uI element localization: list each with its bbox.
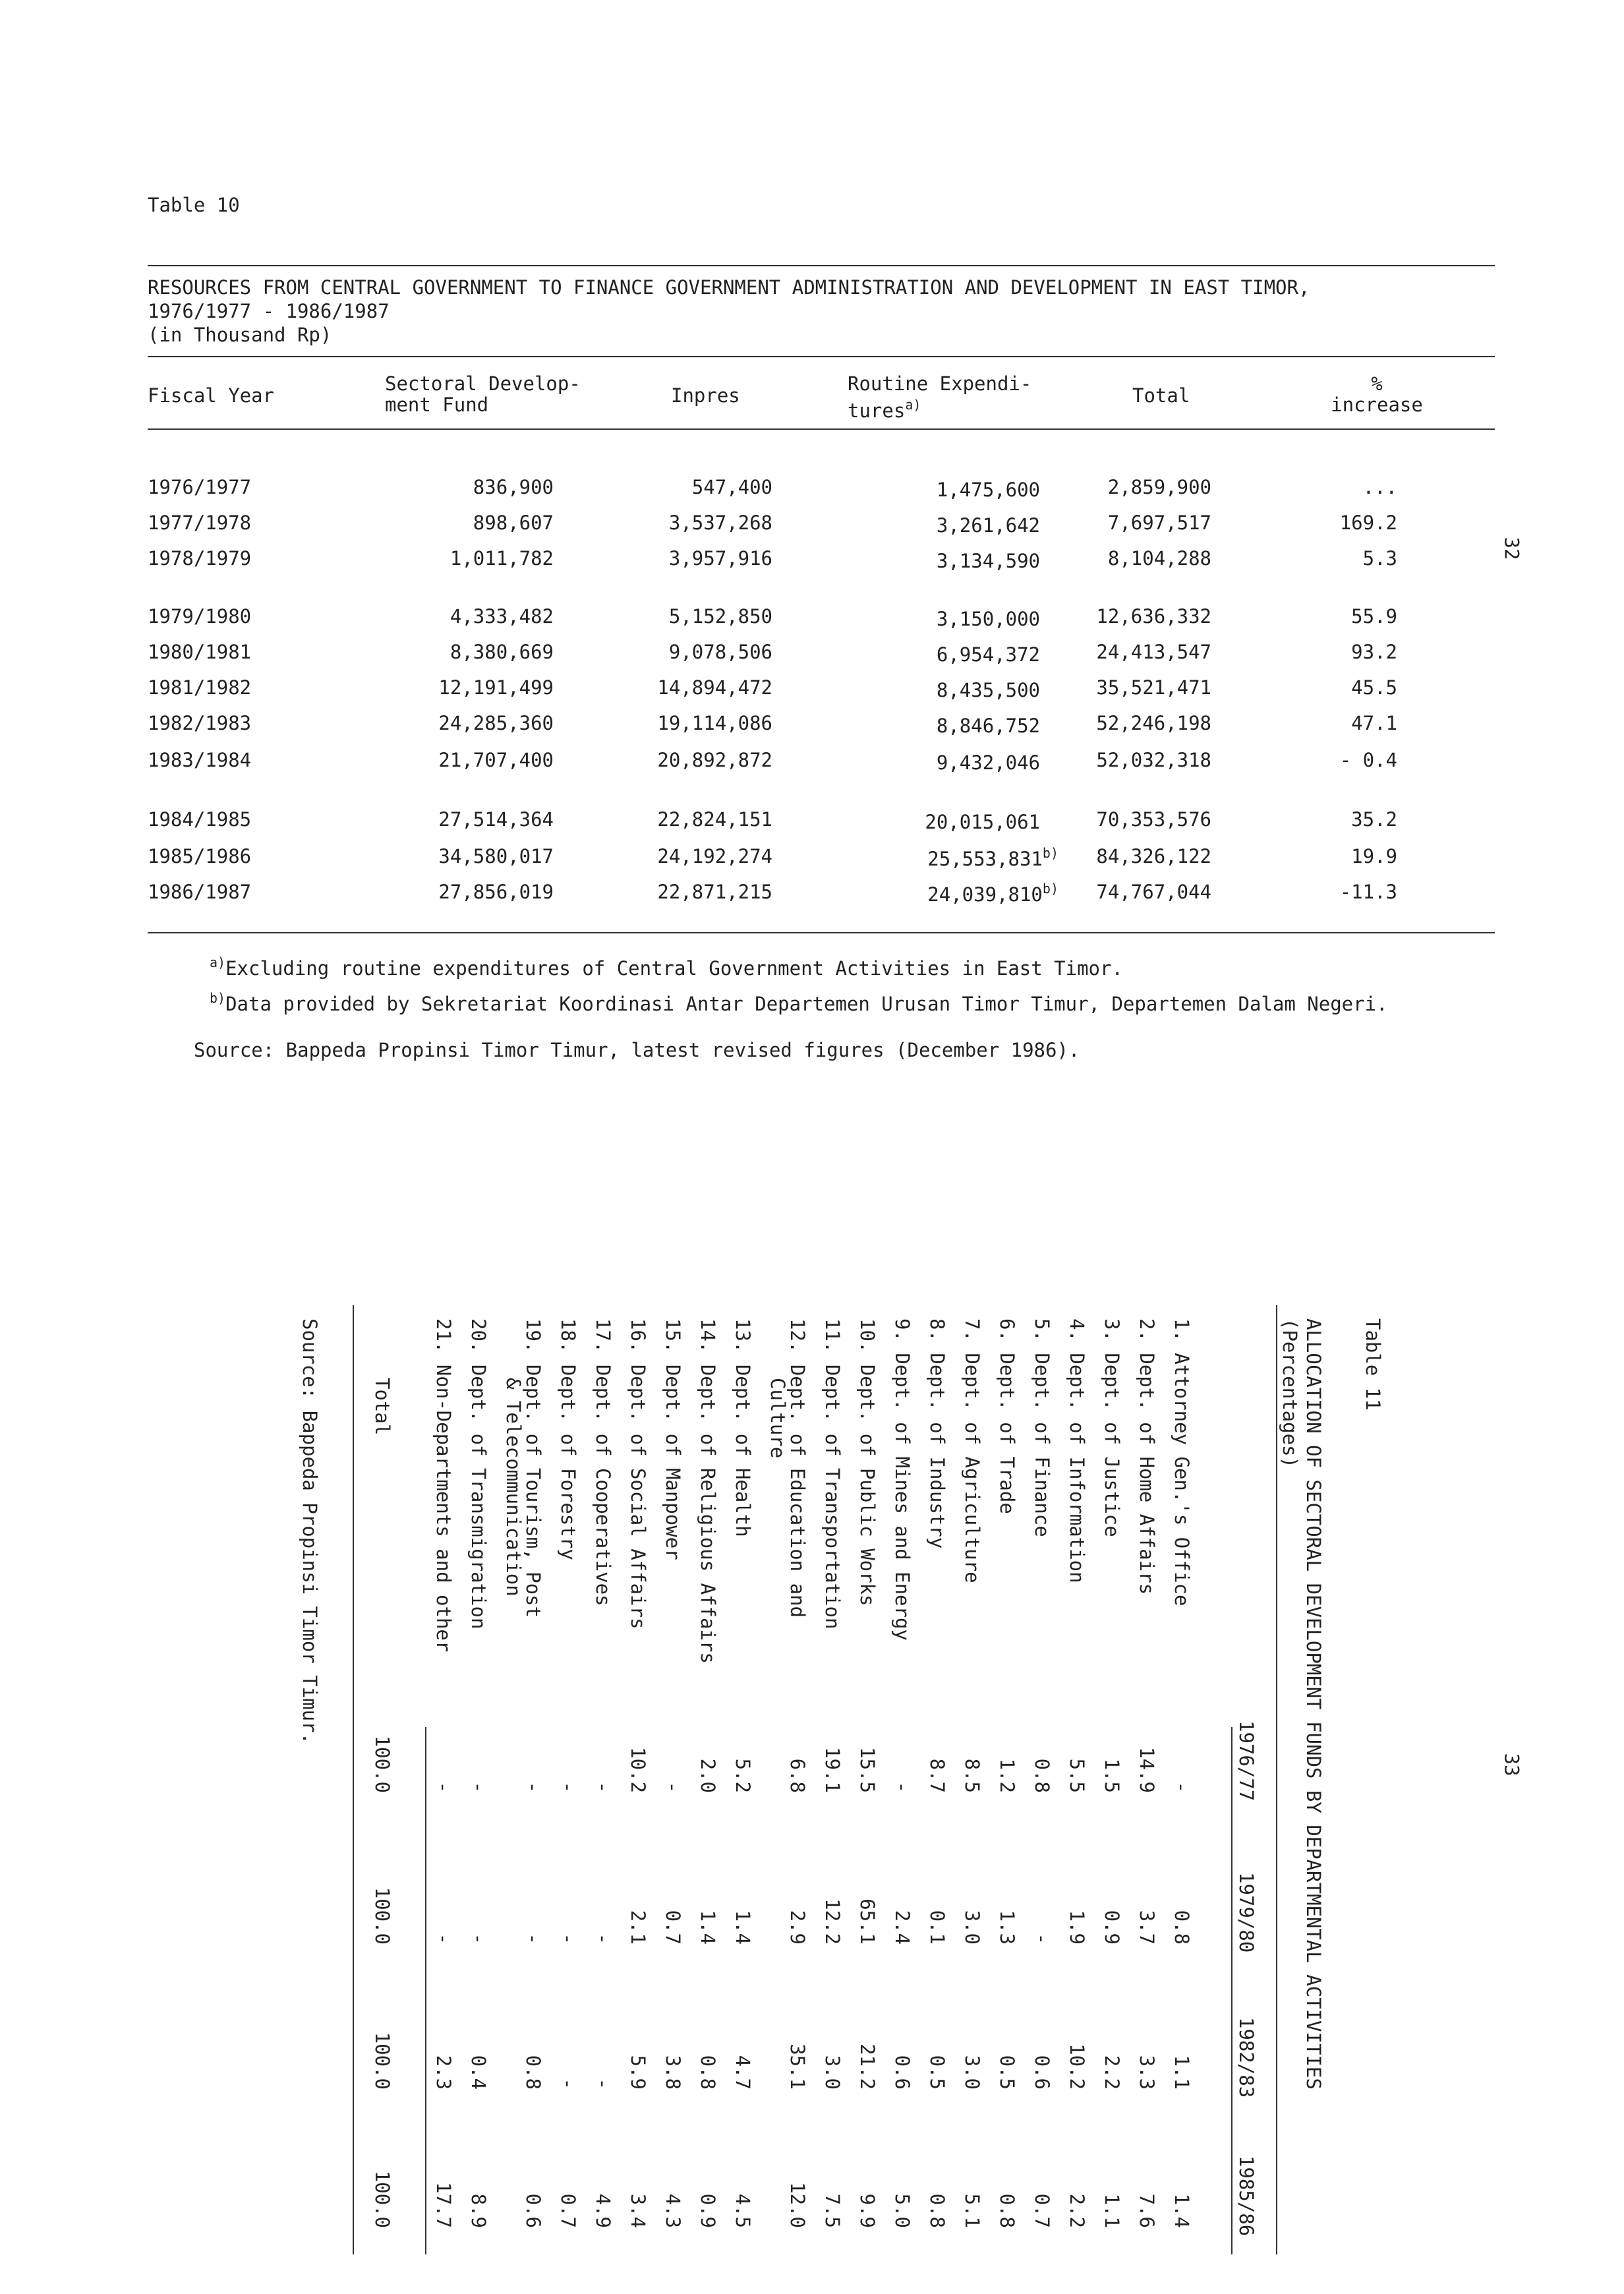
table11-row-value: 12.0 (786, 2182, 809, 2228)
table10-inpres-value: 5,152,850 (668, 605, 772, 628)
table11-row-name: 16. Dept. of Social Affairs (627, 1318, 649, 1630)
table10-routine-value: 20,015,061 (925, 811, 1040, 833)
table11-row-name: 9. Dept. of Mines and Energy (891, 1318, 914, 1641)
table11-row-value: 35.1 (786, 2044, 809, 2090)
table10-sectoral-value: 1,011,782 (450, 547, 554, 570)
table11-row-value: 2.9 (786, 1910, 809, 1945)
table10-year-value: 1977/1978 (148, 512, 252, 534)
table10-cell-total (1096, 881, 1211, 903)
table11-row-value: 0.9 (697, 2193, 719, 2228)
col-sectoral-line2: ment Fund (385, 394, 489, 416)
table10-cell-sectoral (438, 808, 554, 831)
table11-row-name: 5. Dept. of Finance (1031, 1318, 1053, 1537)
table11-row-name: 7. Dept. of Agriculture (961, 1318, 983, 1583)
col-routine (848, 373, 1031, 421)
table11-total-rule (425, 1727, 426, 2254)
table10-cell-routine (937, 676, 1040, 701)
table10-cell-pct (1340, 749, 1397, 771)
table10-sectoral-value: 27,856,019 (438, 881, 554, 903)
table11-row-value: 3.0 (961, 1910, 983, 1945)
table10-cell-pct (1363, 547, 1397, 570)
table10-inpres-value: 22,871,215 (657, 881, 772, 903)
table10-routine-value: 25,553,831 (927, 848, 1043, 870)
table11-row-name: 13. Dept. of Health (732, 1318, 754, 1537)
table10-year-value: 1986/1987 (148, 881, 252, 903)
table10-source: Source: Bappeda Propinsi Timor Timur, latest revised figures (December 1986). (194, 1039, 1080, 1061)
table10-pct-value: 55.9 (1351, 605, 1397, 628)
table10-cell-inpres (657, 808, 772, 831)
table11-row-value: 4.3 (662, 2193, 684, 2228)
col-routine-sup: a) (905, 397, 921, 413)
table11-year-header: 1985/86 (1235, 2156, 1258, 2237)
table10-total-value: 8,104,288 (1107, 547, 1211, 570)
table11-row-value: - (557, 2078, 579, 2090)
table10-sectoral-value: 836,900 (473, 476, 554, 498)
table11-row-value: 8.7 (926, 1758, 948, 1793)
table10-total-value: 52,246,198 (1096, 712, 1211, 734)
table10-title-line1: RESOURCES FROM CENTRAL GOVERNMENT TO FINANCE GOVERNMENT ADMINISTRATION AND DEVELOPMENT IN EAST TIMOR, (148, 276, 1310, 299)
table10-total-value: 74,767,044 (1096, 881, 1211, 903)
table10-pct-value: 19.9 (1351, 845, 1397, 868)
page-number-33: 33 (1500, 1753, 1523, 1777)
col-inpres: Inpres (671, 384, 740, 407)
table10-year-value: 1983/1984 (148, 749, 252, 771)
table11-row-value: - (662, 1781, 684, 1793)
footnote-a (210, 955, 1123, 980)
table10-cell-year (148, 605, 251, 628)
table10-cell-sectoral (438, 881, 554, 903)
table11-row-value: - (1031, 1933, 1053, 1945)
table11-row-name: 15. Dept. of Manpower (662, 1318, 684, 1560)
table11-total-value: 100.0 (371, 2032, 393, 2090)
table10-title-line3: (in Thousand Rp) (148, 324, 332, 346)
table10-pct-value: 45.5 (1351, 676, 1397, 699)
table10-routine-value: 6,954,372 (936, 643, 1040, 666)
table10-sectoral-value: 8,380,669 (450, 641, 554, 663)
table10-cell-year (148, 808, 251, 831)
table11-row-value: 1.1 (1101, 2193, 1123, 2228)
table10-bottom-rule (148, 932, 1495, 933)
table11-row-name: 17. Dept. of Cooperatives (592, 1318, 614, 1606)
table10-inpres-value: 9,078,506 (668, 641, 772, 663)
table10-total-value: 35,521,471 (1096, 676, 1211, 699)
table10-cell-year (148, 676, 251, 699)
table10-cell-routine (927, 845, 1058, 870)
table11-row-value: 1.1 (1171, 2055, 1193, 2090)
table11-row-value: - (592, 1781, 614, 1793)
table10-pct-value: ... (1362, 476, 1397, 498)
table10-cell-routine (937, 712, 1040, 737)
table11-row-value: 0.5 (996, 2055, 1018, 2090)
table10-top-rule (148, 265, 1495, 266)
table10-cell-total (1096, 845, 1211, 868)
table10-cell-sectoral (438, 676, 554, 699)
table10-cell-sectoral (438, 749, 554, 771)
table10-cell-total (1096, 712, 1211, 734)
table10-cell-total (1096, 641, 1211, 663)
table11-row-value: 0.5 (926, 2055, 948, 2090)
table11-row-name: 10. Dept. of Public Works (856, 1318, 879, 1606)
table10-inpres-value: 22,824,151 (657, 808, 772, 831)
table11-row-name: 18. Dept. of Forestry (557, 1318, 579, 1560)
table10-cell-sectoral (473, 476, 554, 498)
col-pct-increase (1321, 373, 1433, 415)
table10-cell-inpres (657, 881, 772, 903)
table10-cell-routine (937, 512, 1040, 537)
col-total: Total (1132, 384, 1190, 407)
table11-row-value: 1.4 (732, 1910, 754, 1945)
col-routine-line2: tures (848, 399, 906, 422)
table10-cell-pct (1351, 712, 1397, 734)
table10-pct-value: - 0.4 (1339, 749, 1397, 771)
table11-row-value: - (467, 1781, 490, 1793)
table11-row-value: 2.2 (1101, 2055, 1123, 2090)
table10-sectoral-value: 27,514,364 (438, 808, 554, 831)
table11-row-value: 2.4 (891, 1910, 914, 1945)
table11-row-value: 1.5 (1101, 1758, 1123, 1793)
table10-routine-value: 8,846,752 (936, 715, 1040, 737)
table10-cell-total (1096, 808, 1211, 831)
table10-cell-inpres (669, 512, 772, 534)
table10-inpres-value: 3,957,916 (668, 547, 772, 570)
table11-row-value: 0.8 (926, 2193, 948, 2228)
table11-row-value: 3.0 (961, 2055, 983, 2090)
table11-row-value: 3.4 (627, 2193, 649, 2228)
table10-cell-year (148, 881, 251, 903)
page-number-32: 32 (1500, 537, 1523, 560)
table11-row-value: 6.8 (786, 1758, 809, 1793)
table11-total-value: 100.0 (371, 1735, 393, 1793)
table11-row-value: 2.2 (1066, 2193, 1088, 2228)
table11-row-value: - (432, 1781, 455, 1793)
table11-row-value: 17.7 (432, 2182, 455, 2228)
table11-row-value: 7.5 (821, 2193, 844, 2228)
table11-row-name: 6. Dept. of Trade (996, 1318, 1018, 1514)
table10-pct-value: 93.2 (1351, 641, 1397, 663)
table10-cell-sectoral (438, 712, 554, 734)
table10-sectoral-value: 898,607 (473, 512, 554, 534)
table11-total-value: 100.0 (371, 2170, 393, 2228)
table10-sectoral-value: 24,285,360 (438, 712, 554, 734)
table10-total-value: 7,697,517 (1107, 512, 1211, 534)
table11-row-value: 0.6 (891, 2055, 914, 2090)
table10-cell-pct (1351, 605, 1397, 628)
table10-title (148, 276, 1310, 347)
table11-row-name: 20. Dept. of Transmigration (467, 1318, 490, 1630)
table11-row-value: - (522, 1933, 544, 1945)
table11-row-value: 14.9 (1136, 1747, 1158, 1793)
table11-row-value: 10.2 (1066, 2044, 1088, 2090)
table11-row-value: 5.2 (732, 1758, 754, 1793)
table10-cell-inpres (692, 476, 772, 498)
table11-row-value: - (1171, 1781, 1193, 1793)
table11-total-value: 100.0 (371, 1887, 393, 1945)
table10-cell-routine (937, 749, 1040, 774)
table10-sectoral-value: 21,707,400 (438, 749, 554, 771)
table10-cell-inpres (657, 676, 772, 699)
table10-label: Table 10 (148, 194, 240, 216)
table10-cell-routine (927, 881, 1058, 906)
table10-cell-pct (1351, 676, 1397, 699)
table11-row-name: 12. Dept. of Education and (786, 1318, 809, 1618)
table11-row-value: 21.2 (856, 2044, 879, 2090)
table11-row-value: 19.1 (821, 1747, 844, 1793)
table10-sectoral-value: 4,333,482 (450, 605, 554, 628)
table10-inpres-value: 20,892,872 (657, 749, 772, 771)
table10-year-value: 1982/1983 (148, 712, 252, 734)
table10-total-value: 70,353,576 (1096, 808, 1211, 831)
table10-pct-value: 169.2 (1339, 512, 1397, 534)
table11-row-name: 4. Dept. of Information (1066, 1318, 1088, 1583)
footnote-b (210, 990, 1388, 1015)
table11-row-name: 1. Attorney Gen.'s Office (1171, 1318, 1193, 1606)
footnote-a-text: Excluding routine expenditures of Central Government Activities in East Timor. (225, 957, 1123, 980)
table10-routine-value: 24,039,810 (927, 883, 1043, 906)
table11-row-value: 0.6 (522, 2193, 544, 2228)
table11-source: Source: Bappeda Propinsi Timor Timur. (299, 1318, 321, 1745)
table11-row-name: 3. Dept. of Justice (1101, 1318, 1123, 1537)
table11-row-value: 0.7 (557, 2193, 579, 2228)
table10-year-value: 1980/1981 (148, 641, 252, 663)
table11-row-value: 1.2 (996, 1758, 1018, 1793)
table11-row-value: 0.9 (1101, 1910, 1123, 1945)
table10-header-top-rule (148, 356, 1495, 357)
table11-row-value: 12.2 (821, 1898, 844, 1945)
table11-row-value: 65.1 (856, 1898, 879, 1945)
table11-row-value: 5.9 (627, 2055, 649, 2090)
table11-row-value: 9.9 (856, 2193, 879, 2228)
table11-row-value: 10.2 (627, 1747, 649, 1793)
table11-row-value: 7.6 (1136, 2193, 1158, 2228)
table10-cell-pct (1340, 512, 1397, 534)
table11-row-value: 5.0 (891, 2193, 914, 2228)
table11-row-value: 0.8 (522, 2055, 544, 2090)
table10-cell-routine (937, 547, 1040, 572)
table10-pct-value: 47.1 (1351, 712, 1397, 734)
table11-year-header: 1976/77 (1235, 1720, 1258, 1802)
table11-row-name: 8. Dept. of Industry (926, 1318, 948, 1549)
table10-cell-year (148, 845, 251, 868)
table10-cell-sectoral (450, 547, 554, 570)
table11-row-name: 19. Dept. of Tourism, Post (522, 1318, 544, 1618)
table10-total-value: 24,413,547 (1096, 641, 1211, 663)
table11-row-value: 0.6 (1031, 2055, 1053, 2090)
table10-sectoral-value: 34,580,017 (438, 845, 554, 868)
table11-row-value: - (522, 1781, 544, 1793)
table11-year-header: 1982/83 (1235, 2017, 1258, 2098)
col-pct-line2: increase (1331, 394, 1423, 416)
table10-cell-inpres (669, 547, 772, 570)
table10-year-value: 1978/1979 (148, 547, 252, 570)
table10-cell-year (148, 476, 251, 498)
table10-pct-value: 35.2 (1351, 808, 1397, 831)
table10-year-value: 1981/1982 (148, 676, 252, 699)
table10-routine-value: 3,150,000 (936, 608, 1040, 630)
table11-row-value: 2.0 (697, 1758, 719, 1793)
table11-row-value: 0.8 (1171, 1910, 1193, 1945)
table10-inpres-value: 24,192,274 (657, 845, 772, 868)
footnote-a-mark: a) (210, 955, 226, 970)
table10-cell-total (1108, 476, 1211, 498)
table10-total-value: 84,326,122 (1096, 845, 1211, 868)
table11-row-name: 21. Non-Departments and other (432, 1318, 455, 1653)
table10-routine-value: 3,261,642 (936, 514, 1040, 537)
table10-cell-year (148, 547, 251, 570)
table10-routine-value: 9,432,046 (936, 751, 1040, 774)
table10-cell-pct (1363, 476, 1397, 498)
table10-cell-total (1096, 676, 1211, 699)
table10-cell-routine (937, 641, 1040, 666)
table10-total-value: 12,636,332 (1096, 605, 1211, 628)
table10-routine-sup: b) (1042, 881, 1058, 897)
table11-title-line2: (Percentages) (1279, 1318, 1301, 1468)
table11-row-value: 4.9 (592, 2193, 614, 2228)
table10-cell-total (1108, 547, 1211, 570)
table10-pct-value: -11.3 (1339, 881, 1397, 903)
table11-label: Table 11 (1362, 1318, 1384, 1411)
table10-year-value: 1979/1980 (148, 605, 252, 628)
table11-row-value: - (467, 1933, 490, 1945)
table11-year-header: 1979/80 (1235, 1872, 1258, 1953)
table11-header-rule (1231, 1727, 1232, 2254)
table11-row-value: 0.1 (926, 1910, 948, 1945)
table10-inpres-value: 547,400 (691, 476, 772, 498)
table10-inpres-value: 14,894,472 (657, 676, 772, 699)
table10-cell-routine (937, 605, 1040, 630)
table10-cell-year (148, 749, 251, 771)
table10-cell-pct (1351, 808, 1397, 831)
table10-cell-total (1096, 749, 1211, 771)
table10-routine-sup: b) (1042, 845, 1058, 861)
table11-title-line1: ALLOCATION OF SECTORAL DEVELOPMENT FUNDS BY DEPARTMENTAL ACTIVITIES (1302, 1318, 1325, 2090)
table10-routine-value: 8,435,500 (936, 679, 1040, 701)
table11-row-value: 3.0 (821, 2055, 844, 2090)
table10-pct-value: 5.3 (1362, 547, 1397, 570)
table10-cell-year (148, 641, 251, 663)
table10-year-value: 1985/1986 (148, 845, 252, 868)
table11-row-value: 3.3 (1136, 2055, 1158, 2090)
table11-row-name: 11. Dept. of Transportation (821, 1318, 844, 1630)
table10-cell-inpres (657, 845, 772, 868)
table10-cell-inpres (669, 605, 772, 628)
table11-row-value: 3.7 (1136, 1910, 1158, 1945)
table11-row-value: 0.7 (1031, 2193, 1053, 2228)
table10-cell-routine (937, 476, 1040, 501)
table11-row-name: 2. Dept. of Home Affairs (1136, 1318, 1158, 1595)
table10-cell-inpres (657, 712, 772, 734)
table11-row-value: 0.8 (996, 2193, 1018, 2228)
table11 (138, 1305, 1430, 2254)
table11-row-value: - (891, 1781, 914, 1793)
table11-row-name-cont: Culture (767, 1378, 789, 1459)
table10-cell-sectoral (438, 845, 554, 868)
table11-row-value: 0.4 (467, 2055, 490, 2090)
table10-cell-total (1108, 512, 1211, 534)
table11-total-label: Total (371, 1378, 393, 1436)
table11-row-value: 4.5 (732, 2193, 754, 2228)
table11-row-value: 1.9 (1066, 1910, 1088, 1945)
table11-bottom-rule (353, 1305, 354, 2254)
table10-cell-pct (1351, 845, 1397, 868)
table11-row-name-cont: & Telecommunication (502, 1378, 525, 1597)
col-sectoral (385, 373, 581, 415)
table10-total-value: 52,032,318 (1096, 749, 1211, 771)
table11-row-value: 3.8 (662, 2055, 684, 2090)
table10-routine-value: 1,475,600 (936, 479, 1040, 501)
table11-row-value: 15.5 (856, 1747, 879, 1793)
table10-cell-year (148, 512, 251, 534)
table11-row-value: 1.4 (697, 1910, 719, 1945)
table11-row-value: 2.3 (432, 2055, 455, 2090)
table11-top-rule (1276, 1305, 1277, 2254)
table10-cell-year (148, 712, 251, 734)
table10-routine-value: 3,134,590 (936, 550, 1040, 572)
table11-row-value: - (592, 2078, 614, 2090)
table10-cell-total (1096, 605, 1211, 628)
table11-row-value: 0.8 (697, 2055, 719, 2090)
table10-cell-sectoral (450, 641, 554, 663)
table11-row-value: 1.4 (1171, 2193, 1193, 2228)
table10-cell-routine (925, 808, 1040, 833)
table11-row-value: - (592, 1933, 614, 1945)
table10-cell-pct (1340, 881, 1397, 903)
table10-inpres-value: 3,537,268 (668, 512, 772, 534)
table11-row-value: 0.7 (662, 1910, 684, 1945)
table11-row-value: 1.3 (996, 1910, 1018, 1945)
table10-sectoral-value: 12,191,499 (438, 676, 554, 699)
col-fiscal-year: Fiscal Year (148, 384, 275, 407)
footnote-b-mark: b) (210, 990, 226, 1006)
table11-row-value: 5.1 (961, 2193, 983, 2228)
table10-year-value: 1984/1985 (148, 808, 252, 831)
table10-cell-sectoral (450, 605, 554, 628)
table11-row-value: 8.5 (961, 1758, 983, 1793)
table10-cell-sectoral (473, 512, 554, 534)
table11-row-name: 14. Dept. of Religious Affairs (697, 1318, 719, 1664)
table11-row-value: 5.5 (1066, 1758, 1088, 1793)
table11-row-value: 2.1 (627, 1910, 649, 1945)
footnote-b-text: Data provided by Sekretariat Koordinasi Antar Departemen Urusan Timor Timur, Departemen Dalam Negeri. (225, 993, 1388, 1015)
col-pct-line1: % (1371, 372, 1383, 395)
table11-row-value: 8.9 (467, 2193, 490, 2228)
table10-header-bottom-rule (148, 428, 1495, 430)
table10-total-value: 2,859,900 (1107, 476, 1211, 498)
table11-row-value: - (432, 1933, 455, 1945)
table10-cell-inpres (657, 749, 772, 771)
table11-row-value: - (557, 1781, 579, 1793)
col-routine-line1: Routine Expendi- (848, 372, 1032, 395)
table10-inpres-value: 19,114,086 (657, 712, 772, 734)
table10-title-line2: 1976/1977 - 1986/1987 (148, 300, 390, 322)
table10-cell-inpres (669, 641, 772, 663)
table11-row-value: 0.8 (1031, 1758, 1053, 1793)
col-sectoral-line1: Sectoral Develop- (385, 372, 581, 395)
table10-year-value: 1976/1977 (148, 476, 252, 498)
table11-row-value: 4.7 (732, 2055, 754, 2090)
table10-cell-pct (1351, 641, 1397, 663)
table11-row-value: - (557, 1933, 579, 1945)
